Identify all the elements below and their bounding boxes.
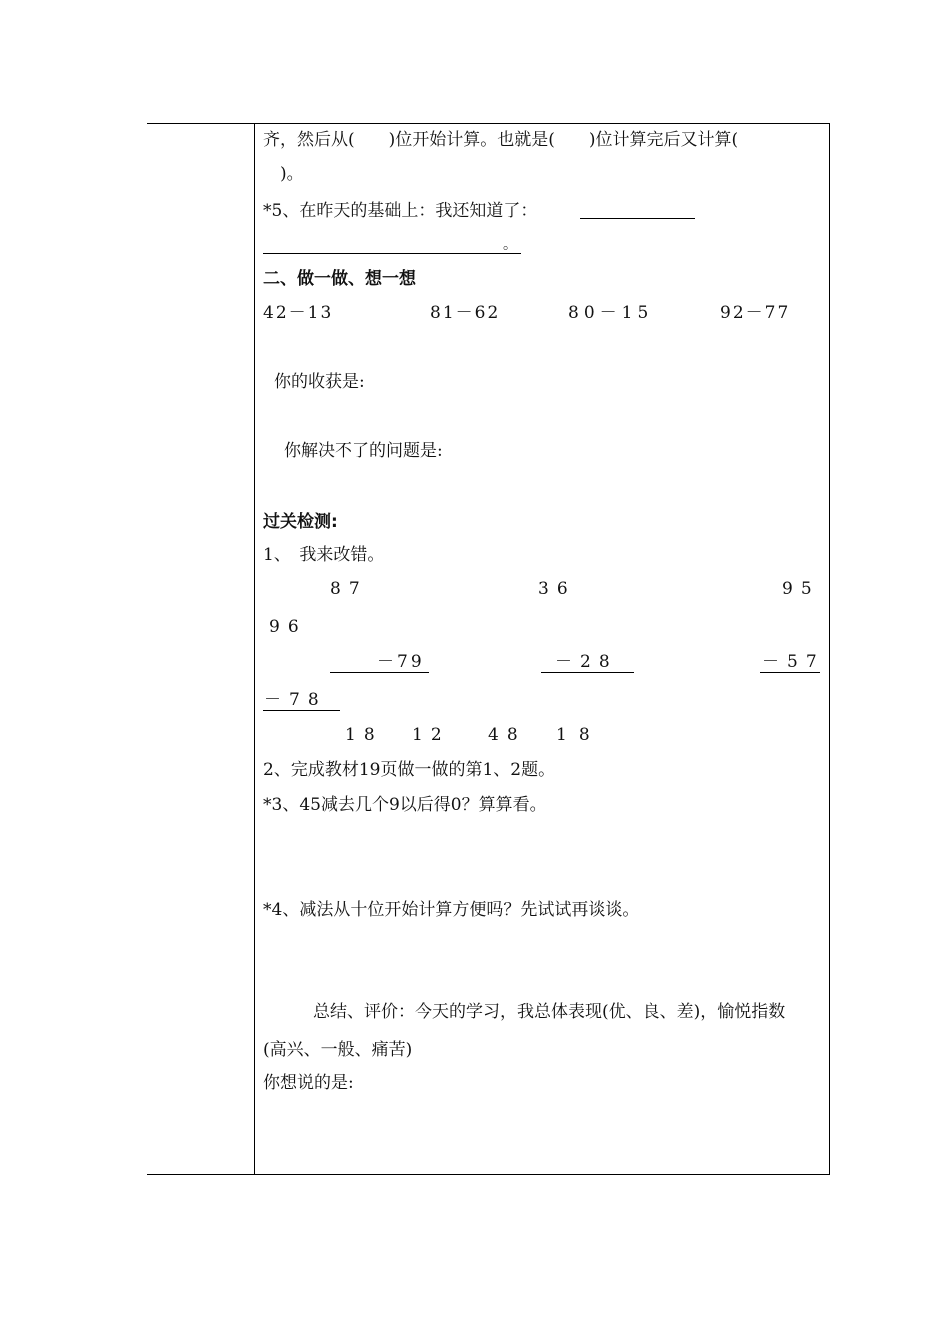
result-2: 12 bbox=[412, 725, 450, 745]
minuend-3: 95 bbox=[782, 579, 820, 599]
question-4: *4、减法从十位开始计算方便吗？先试试再谈谈。 bbox=[263, 900, 640, 920]
problem-2: 81－62 bbox=[430, 303, 501, 323]
table-top-border bbox=[147, 123, 830, 124]
subtrahend-2: －28 bbox=[555, 652, 618, 672]
summary-line-1: 总结、评价：今天的学习，我总体表现(优、良、差)，愉悦指数 bbox=[313, 1002, 786, 1022]
subtrahend-3: －57 bbox=[762, 652, 825, 672]
minuend-1: 87 bbox=[330, 579, 368, 599]
minuend-2: 36 bbox=[538, 579, 576, 599]
subtrahend-1: －79 bbox=[377, 652, 425, 672]
question-2: 2、完成教材19页做一做的第1、2题。 bbox=[263, 760, 556, 780]
underline-3 bbox=[760, 672, 820, 673]
item-5-answer-line-2[interactable] bbox=[263, 253, 521, 254]
item-5-end-mark: 。 bbox=[503, 237, 517, 253]
problem-4: 92－77 bbox=[720, 303, 791, 323]
minuend-4: 96 bbox=[269, 617, 307, 637]
item-5-text: *5、在昨天的基础上：我还知道了： bbox=[263, 201, 538, 221]
summary-line-2: (高兴、一般、痛苦) bbox=[263, 1040, 413, 1060]
fill-blank-line-1: 齐，然后从( )位开始计算。也就是( )位计算完后又计算( bbox=[263, 130, 739, 150]
question-1: 1、 我来改错。 bbox=[263, 545, 385, 565]
harvest-prompt: 你的收获是: bbox=[274, 372, 365, 392]
problem-3: 80－15 bbox=[568, 303, 654, 323]
underline-1 bbox=[330, 672, 429, 673]
result-1: 18 bbox=[345, 725, 383, 745]
table-column-divider bbox=[254, 123, 255, 1175]
section-2-title: 二、做一做、想一想 bbox=[263, 269, 416, 289]
fill-blank-line-2: )。 bbox=[263, 164, 304, 184]
subtrahend-4: －78 bbox=[264, 690, 327, 710]
result-4: 18 bbox=[556, 725, 602, 745]
problem-1: 42－13 bbox=[263, 303, 334, 323]
table-right-border bbox=[829, 123, 830, 1175]
item-5-answer-line-1[interactable] bbox=[580, 218, 695, 219]
question-3: *3、45减去几个9以后得0？算算看。 bbox=[263, 795, 547, 815]
result-3: 48 bbox=[488, 725, 526, 745]
table-bottom-border bbox=[147, 1174, 830, 1175]
test-title: 过关检测: bbox=[263, 512, 338, 532]
underline-2 bbox=[541, 672, 634, 673]
unsolved-prompt: 你解决不了的问题是: bbox=[284, 441, 443, 461]
underline-4 bbox=[263, 710, 340, 711]
summary-line-3: 你想说的是: bbox=[263, 1073, 354, 1093]
